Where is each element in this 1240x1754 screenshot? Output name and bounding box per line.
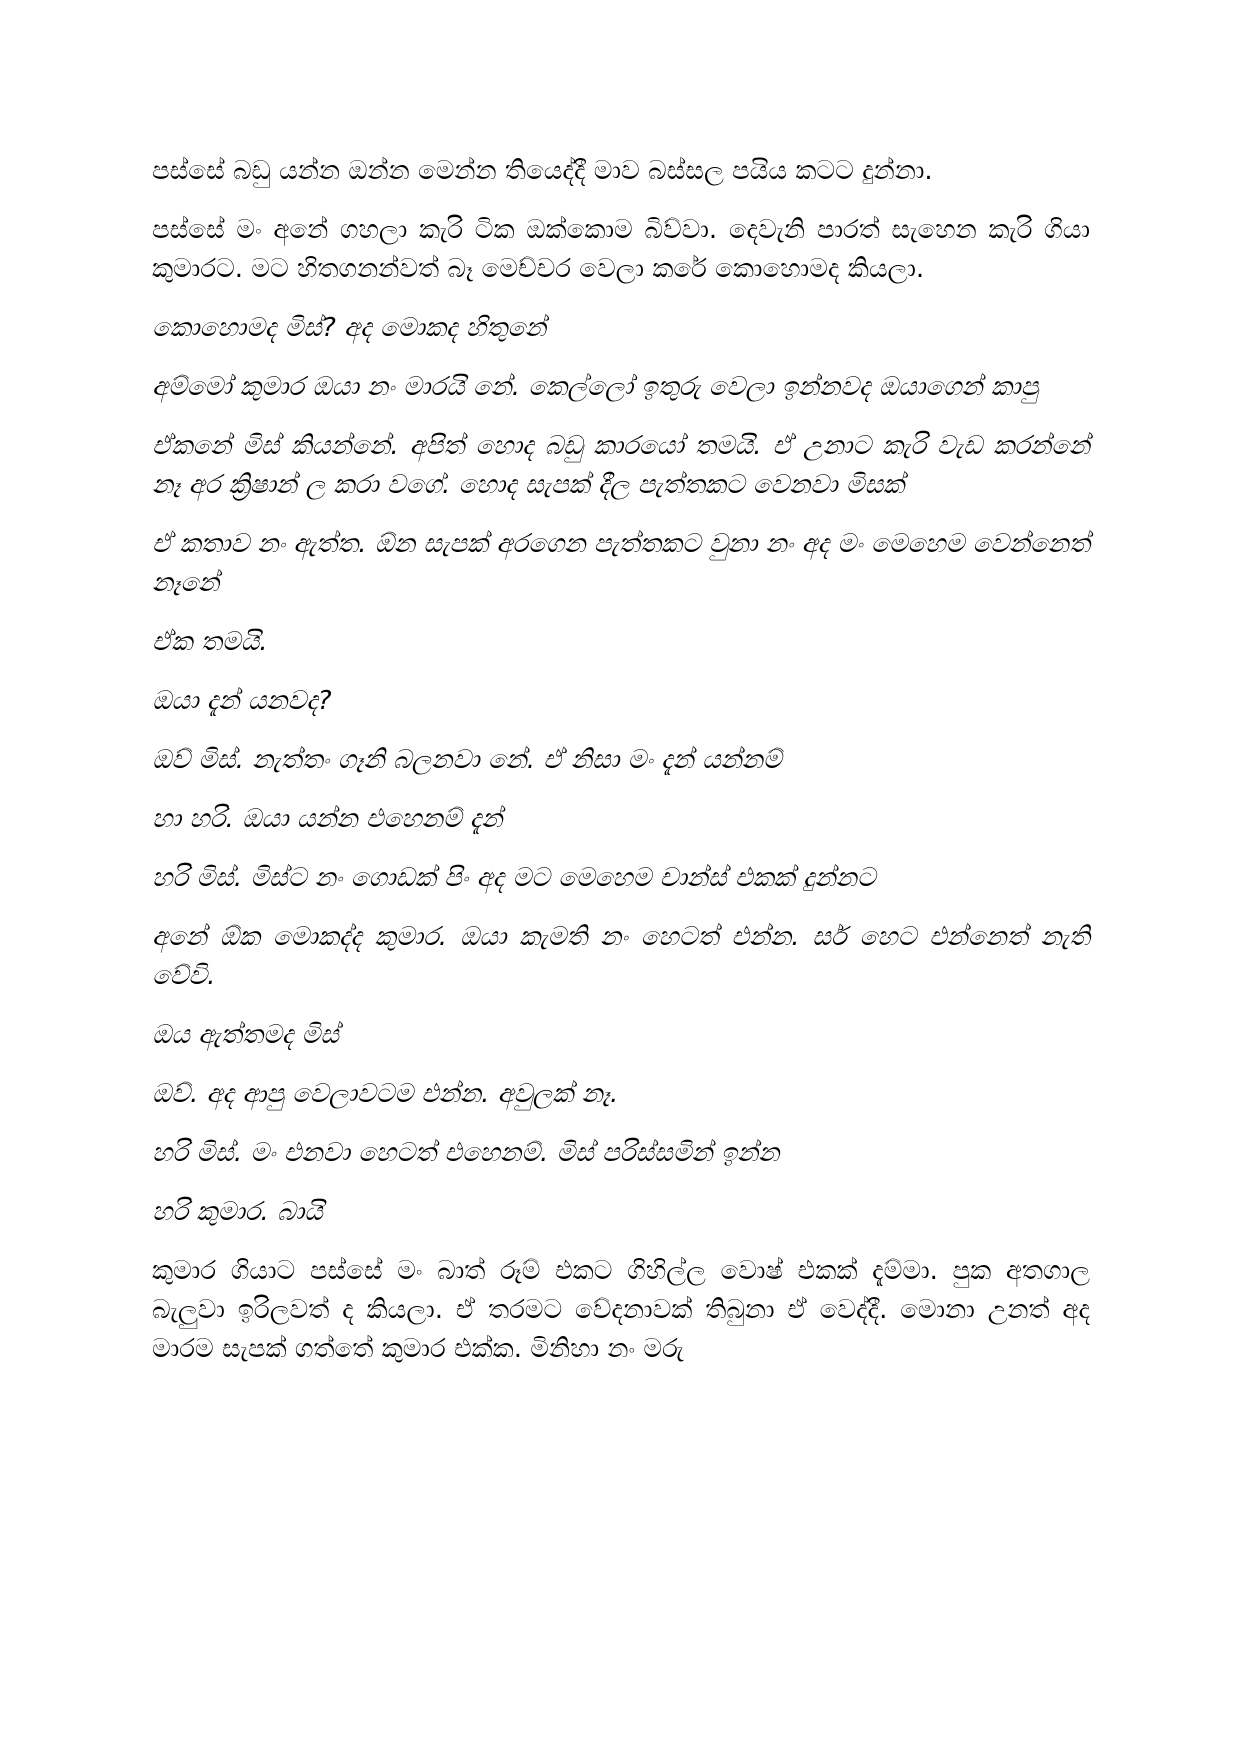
dialogue-line: ඔව්. අද ආපු වෙලාවටම එන්න. අවුලක් නෑ. — [152, 1079, 619, 1109]
dialogue-line: අනේ ඕක මොකද්ද කුමාර. ඔයා කැමති නං හෙටත් එන්න. සර් හෙට එන්නෙත් නැති වේවි. — [152, 922, 1090, 991]
document-body — [152, 152, 1090, 1389]
dialogue-line: ඒකනේ මිස් කියන්නේ. අපිත් හොද බඩු කාරයෝ තමයි. ඒ උනාට කැරි වැඩ කරන්නේ නෑ අර ක්‍රිෂාන් ල කරා වගේ. හොද සැපක් දීල පැත්තකට වෙනවා මිසක් — [152, 431, 1090, 500]
paragraph: කුමාර ගියාට පස්සේ මං බාත් රූම් එකට ගිහිල්ල වොෂ් එකක් දැම්මා. පුක අතගාල බැලුවා ඉරිලවත් ද කියලා. ඒ තරමට වේදනාවක් තිබුනා ඒ වෙද්දී. මොනා උනත් අද මාරම සැපක් ගත්තේ කුමාර එක්ක. මිනිහා නං මරු — [152, 1256, 1090, 1364]
dialogue-line: ඔය ඇත්තමද මිස් — [152, 1020, 339, 1050]
dialogue-line: ඒක තමයි. — [152, 627, 268, 657]
dialogue-line: හරි කුමාර. බායි — [152, 1197, 323, 1227]
dialogue-line: ඔයා දැන් යනවද? — [152, 686, 332, 716]
paragraph: පස්සේ බඩු යන්න ඔන්න මෙන්න තියෙද්දී මාව බස්සල පයිය කටට දුන්නා. — [152, 156, 933, 186]
dialogue-line: කොහොමද මිස්? අද මොකද හිතුනේ — [152, 313, 547, 343]
dialogue-line: හරි මිස්. මං එනවා හෙටත් එහෙනම්. මිස් පරිස්සමින් ඉන්න — [152, 1138, 780, 1168]
dialogue-line: අම්මෝ කුමාර ඔයා නං මාරයි නේ. කෙල්ලෝ ඉතුරු වෙලා ඉන්නවද ඔයාගෙන් කාපු — [152, 372, 1039, 402]
paragraph: පස්සේ මං අනේ ගහලා කැරි ටික ඔක්කොම බිව්වා. දෙවැනි පාරත් සැහෙන කැරි ගියා කුමාරට. මට හිතගනන්වත් බෑ මෙච්චර වෙලා කරේ කොහොමද කියලා. — [152, 215, 1090, 284]
dialogue-line: ඔව් මිස්. නැත්තං ගෑනි බලනවා නේ. ඒ නිසා මං දැන් යන්නම් — [152, 745, 782, 775]
dialogue-line: හා හරි. ඔයා යන්න එහෙනම් දැන් — [152, 804, 503, 834]
dialogue-line: ඒ කතාව නං ඇත්ත. ඕන සැපක් අරගෙන පැත්තකට වුනා නං අද මං මෙහෙම වෙන්නෙත් නෑනේ — [152, 529, 1090, 598]
dialogue-line: හරි මිස්. මිස්ට නං ගොඩක් පිං අද මට මෙහෙම චාන්ස් එකක් දුන්නට — [152, 863, 876, 893]
